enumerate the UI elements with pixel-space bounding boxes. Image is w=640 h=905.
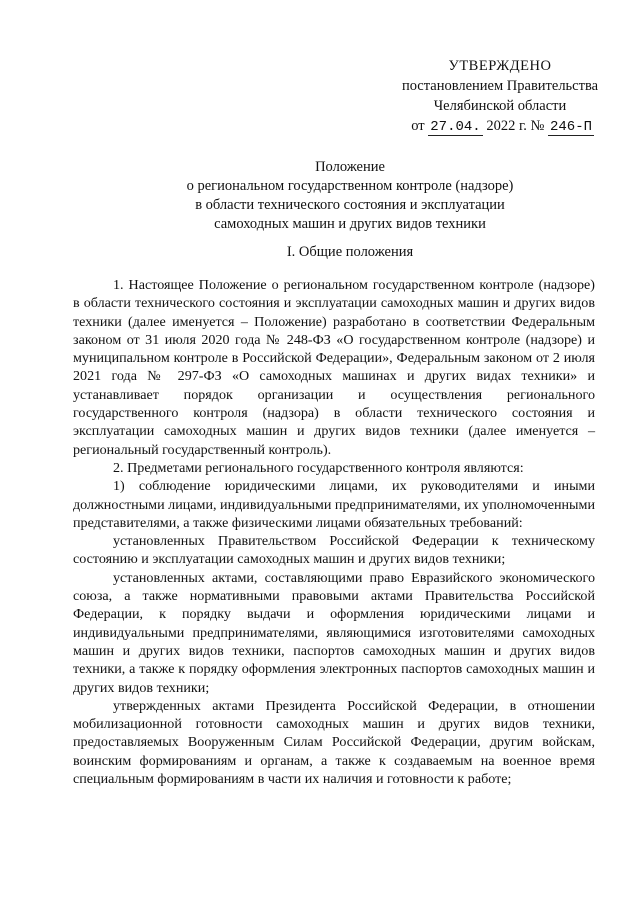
date-handwritten: 27.04. [430,119,481,135]
title-line-2: о региональном государственном контроле (надзоре) [186,178,514,194]
number-handwritten: 246-П [549,119,592,135]
section-heading: I. Общие положения [286,244,414,260]
paragraph: утвержденных актами Президента Российской Федерации, в отношении мобилизационной готовности самоходных машин и других видов техники, предоставляемых Вооруженным Силам Российской Федерации, другим войскам, воинским формированиям и органам, а также к создаваемым на военное время специальным формированиям в части их наличия и готовности к работе; [73,697,595,788]
year-number-label: 2022 г. № [486,118,545,134]
date-prefix: от [411,118,425,134]
paragraph: установленных актами, составляющими право Евразийского экономического союза, а также нормативными правовыми актами Правительства Российской Федерации, к порядку выдачи и оформления юридическими лицами и индивидуальными предпринимателями, являющимися изготовителями самоходных машин и других видов техники, паспортов самоходных машин и других видов техники, а также к порядку оформления электронных паспортов самоходных машин и других видов техники; [73,569,595,696]
document-title [60,158,640,234]
document-body [73,276,595,788]
paragraph: 1) соблюдение юридическими лицами, их руководителями и иными должностными лицами, индивидуальными предпринимателями, их уполномоченными представителями, а также физическими лицами обязательных требований: [73,478,595,531]
approval-block [380,56,620,137]
title-line-1: Положение [315,159,385,175]
approval-authority: постановлением Правительства [401,78,599,94]
title-line-3: в области технического состояния и эксплуатации [195,197,505,213]
approval-region: Челябинской области [433,98,567,114]
paragraph: установленных Правительством Российской Федерации к техническому состоянию и эксплуатации самоходных машин и других видов техники; [73,533,595,568]
approval-title: УТВЕРЖДЕНО [448,58,552,74]
title-line-4: самоходных машин и других видов техники [214,216,486,232]
paragraph: 1. Настоящее Положение о региональном государственном контроле (надзоре) в области технического состояния и эксплуатации самоходных машин и других видов техники (далее именуется – Положение) разработано в соответствии Федеральным законом от 31 июля 2020 года № 248-ФЗ «О государственном контроле (надзоре) и муниципальном контроле в Российской Федерации», Федеральным законом от 2 июля 2021 года № 297-ФЗ «О самоходных машинах и других видах техники» и устанавливает порядок организации и осуществления регионального государственного контроля (надзора) в области технического состояния и эксплуатации самоходных машин и других видов техники (далее именуется – региональный государственный контроль). [73,277,595,458]
approval-date-line [380,116,620,137]
paragraph: 2. Предметами регионального государственного контроля являются: [113,459,524,476]
